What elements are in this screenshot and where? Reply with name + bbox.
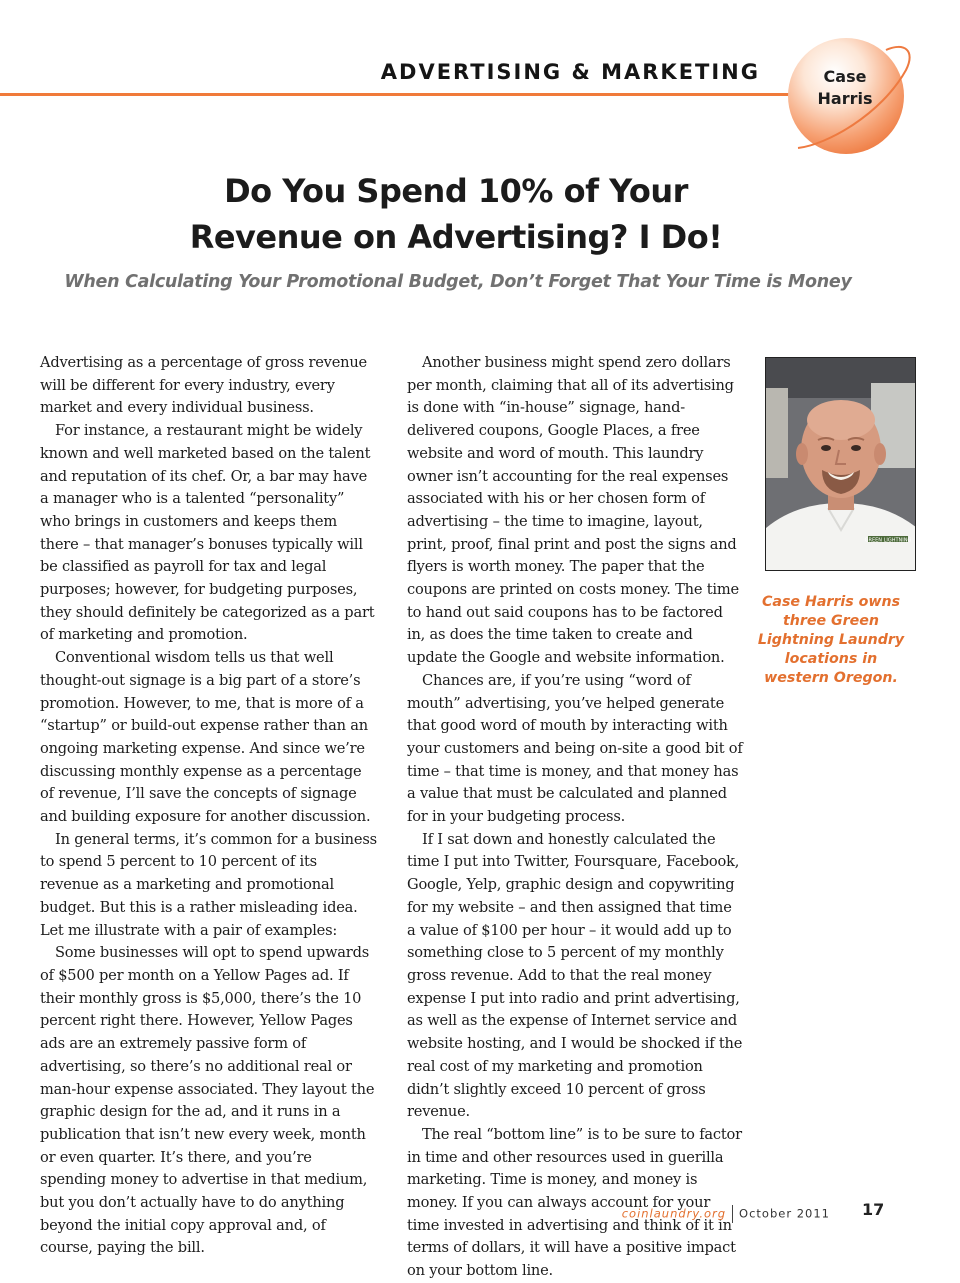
page-number: 17 bbox=[862, 1200, 885, 1219]
badge-first-name: Case bbox=[823, 67, 867, 86]
header-rule bbox=[0, 93, 800, 96]
footer bbox=[622, 1205, 830, 1223]
paragraph: In general terms, it’s common for a business to spend 5 percent to 10 percent of its revenue as a marketing and promotional budget. But this is a rather misleading idea. Let me illustrate with a pair of examples: bbox=[40, 830, 377, 939]
footer-site: coinlaundry.org bbox=[621, 1206, 727, 1221]
shirt-logo: GREEN LIGHTNING bbox=[864, 537, 912, 544]
paragraph: Chances are, if you’re using “word of mouth” advertising, you’ve helped generate that good word of mouth by interacting with your customers and being on-site a good bit of time – that time is money, and that money has a value that must be calculated and planned for in your budgeting process. bbox=[407, 671, 743, 826]
paragraph: Advertising as a percentage of gross revenue will be different for every industry, every market and every individual business. bbox=[40, 354, 367, 417]
paragraph: The real “bottom line” is to be sure to factor in time and other resources used in guerilla marketing. Time is money, and money is money. If you can always account for your time invested in advertising and think of it in terms of dollars, it will have a positive impact on your bottom line. bbox=[407, 1125, 742, 1280]
footer-issue: October 2011 bbox=[739, 1206, 830, 1221]
paragraph: Conventional wisdom tells us that well thought-out signage is a big part of a store’s promotion. However, to me, that is more of a “startup” or build-out expense rather than an ongoing marketing expense. And since we’re discussing monthly expense as a percentage of revenue, I’ll save the concepts of signage and building exposure for another discussion. bbox=[40, 649, 371, 826]
article-column-1 bbox=[40, 352, 378, 1260]
title-line-1: Do You Spend 10% of Your bbox=[224, 172, 688, 210]
author-photo-illustration bbox=[766, 358, 916, 571]
photo-caption: Case Harris owns three Green Lightning Laundry locations in western Oregon. bbox=[757, 594, 905, 686]
paragraph: Some businesses will opt to spend upwards of $500 per month on a Yellow Pages ad. If their monthly gross is $5,000, there’s the 10 percent right there. However, Yellow Pages ads are an extremely passive form of advertising, so there’s no additional real or man-hour expense associated. They layout the graphic design for the ad, and it runs in a publication that isn’t new every week, month or even quarter. It’s there, and you’re spending money to advertise in that medium, but you don’t actually have to do anything beyond the initial copy approval and, of course, paying the bill. bbox=[40, 944, 375, 1257]
title-line-2: Revenue on Advertising? I Do! bbox=[189, 218, 723, 256]
article-column-2 bbox=[407, 352, 743, 1283]
paragraph: If I sat down and honestly calculated the time I put into Twitter, Foursquare, Facebook, Google, Yelp, graphic design and copywriting for my website – and then assigned that time a value of $100 per hour – it would add up to something close to 5 percent of my monthly gross revenue. Add to that the real money expense I put into radio and print advertising, as well as the expense of Internet service and website hosting, and I would be shocked if the real cost of my marketing and promotion didn’t slightly exceed 10 percent of gross revenue. bbox=[407, 830, 743, 1121]
article-title bbox=[100, 168, 812, 260]
section-title: ADVERTISING & MARKETING bbox=[380, 60, 760, 84]
author-badge-name bbox=[786, 66, 904, 110]
article-subtitle: When Calculating Your Promotional Budget, Don’t Forget That Your Time is Money bbox=[64, 272, 852, 292]
footer-separator bbox=[732, 1205, 733, 1223]
author-photo bbox=[765, 357, 916, 571]
paragraph: For instance, a restaurant might be widely known and well marketed based on the talent and reputation of its chef. Or, a bar may have a manager who is a talented “personality” who brings in customers and keeps them there – that manager’s bonuses typically will be classified as payroll for tax and legal purposes; however, for budgeting purposes, they should definitely be categorized as a part of marketing and promotion. bbox=[40, 422, 375, 644]
paragraph: Another business might spend zero dollars per month, claiming that all of its advertising is done with “in-house” signage, hand-delivered coupons, Google Places, a free website and word of mouth. This laundry owner isn’t accounting for the real expenses associated with his or her chosen form of advertising – the time to imagine, layout, print, proof, final print and post the signs and flyers is worth money. The paper that the coupons are printed on costs money. The time to hand out said coupons has to be factored in, as does the time taken to create and update the Google and website information. bbox=[407, 354, 739, 667]
badge-last-name: Harris bbox=[817, 89, 873, 108]
